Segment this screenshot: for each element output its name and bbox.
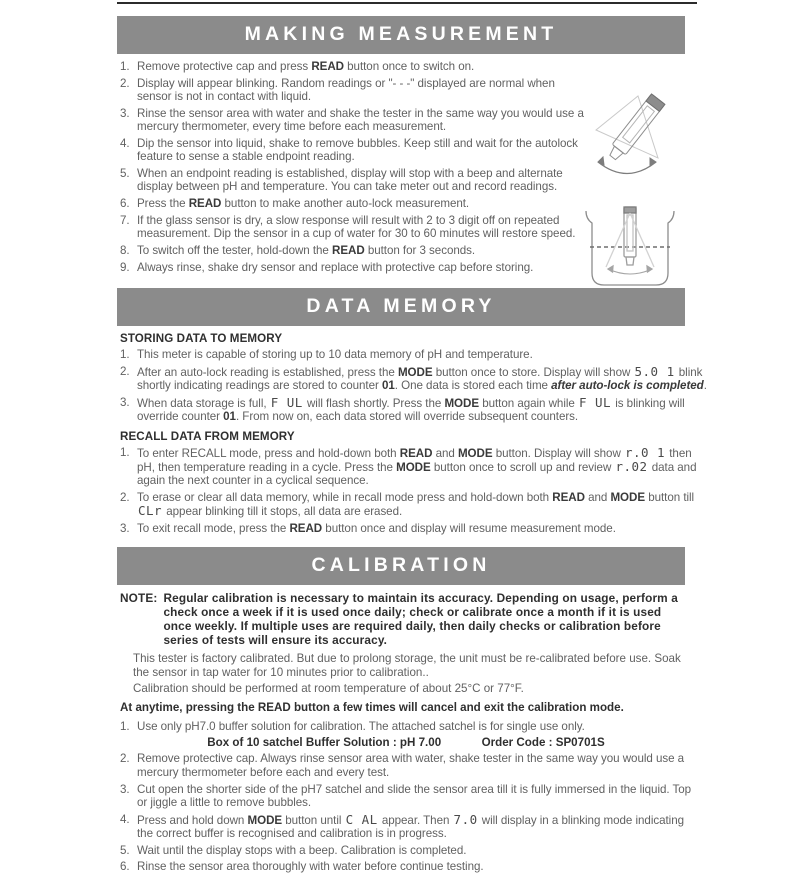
list-item — [120, 860, 692, 873]
list-item-text: When data storage is full, F UL will flash shortly. Press the MODE button again while F UL is blinking will override counter 01. From now on, each data stored will override subsequent counters. — [137, 395, 685, 424]
list-item-text: When an endpoint reading is established, display will stop with a beep and alternate display between pH and temperature. You can take meter out and record readings. — [137, 167, 563, 194]
note-text: Regular calibration is necessary to maintain its accuracy. Depending on usage, perform a check once a week if it is used once daily; check or calibrate once a month if it is used once weekly. If multiple uses are required daily, then daily checks or calibration before series of tests will ensure its accuracy. — [163, 591, 678, 647]
calibration-note — [120, 592, 692, 647]
section-header-calibration: CALIBRATION — [117, 547, 685, 585]
tester-in-beaker-illustration — [576, 205, 686, 293]
section-header-data-memory: DATA MEMORY — [117, 288, 685, 326]
list-item — [120, 365, 709, 393]
list-item-number: 2. — [120, 76, 130, 90]
list-item-text: Use only pH7.0 buffer solution for calibration. The attached satchel is for single use only. — [137, 719, 585, 733]
list-item-number: 5. — [120, 843, 130, 857]
list-item — [120, 491, 709, 519]
making-measurement-step-list — [120, 60, 590, 274]
list-item-number: 4. — [120, 136, 130, 150]
shaking-tester-illustration — [580, 90, 688, 195]
calibration-step-list-before-order — [120, 720, 692, 733]
list-item-text: Cut open the shorter side of the pH7 satchel and slide the sensor area till it is fully immersed in the liquid. Top or jiggle a little to remove bubbles. — [137, 782, 692, 809]
list-item-number: 3. — [120, 522, 130, 536]
list-item — [120, 844, 692, 857]
order-info-line — [120, 736, 692, 749]
subheading-storing-data-to-memory: STORING DATA TO MEMORY — [120, 332, 283, 346]
list-item — [120, 167, 590, 194]
list-item — [120, 60, 590, 73]
list-item-number: 7. — [120, 213, 130, 227]
list-item-number: 5. — [120, 167, 130, 181]
storing-data-step-list — [120, 348, 707, 424]
list-item-number: 2. — [120, 491, 130, 505]
list-item-text: Dip the sensor into liquid, shake to remove bubbles. Keep still and wait for the autolock feature to sense a stable endpoint reading. — [137, 136, 578, 164]
list-item-text: If the glass sensor is dry, a slow response will result with 2 to 3 digit off on repeated measurement. Dip the sensor in a cup of water for 30 to 60 minutes will restore speed. — [137, 213, 576, 241]
note-label: NOTE: — [120, 591, 158, 606]
list-item-text: This meter is capable of storing up to 10 data memory of pH and temperature. — [137, 348, 533, 362]
list-item — [120, 214, 590, 241]
buffer-solution-label: Box of 10 satchel Buffer Solution : pH 7.00 — [207, 736, 442, 750]
list-item-text: To enter RECALL mode, press and hold-down both READ and MODE button. Display will show r.0 1 then pH, then temperature reading in a cycle. Press the MODE button once to scroll up and review r.02 data and again the next counter in a cyclical sequence. — [137, 444, 697, 488]
list-item-number: 9. — [120, 260, 130, 274]
list-item-text: After an auto-lock reading is established, press the MODE button once to store. Display will show 5.0 1 blink shortly indicating readings are stored to counter 01. One data is stored each time after auto-lock is completed. — [137, 363, 707, 393]
list-item — [120, 197, 590, 210]
list-item-number: 6. — [120, 860, 130, 874]
order-code-label: Order Code : SP0701S — [481, 736, 605, 750]
list-item — [120, 813, 692, 841]
list-item — [120, 783, 692, 810]
list-item-number: 4. — [120, 812, 130, 826]
list-item-text: Press the READ button to make another auto-lock measurement. — [137, 197, 470, 211]
list-item-text: Press and hold down MODE button until C AL appear. Then 7.0 will display in a blinking mode indicating the correct buffer is recognised and calibration is in progress. — [137, 811, 684, 840]
list-item — [120, 348, 709, 361]
list-item — [120, 396, 709, 424]
list-item-number: 2. — [120, 752, 130, 766]
list-item-text: To exit recall mode, press the READ button once and display will resume measurement mode. — [137, 522, 616, 536]
list-item-text: To erase or clear all data memory, while in recall mode press and hold-down both READ and MODE button till CLr appear blinking till it stops, all data are erased. — [137, 491, 695, 519]
section-header-making-measurement: MAKING MEASUREMENT — [117, 16, 685, 54]
list-item-number: 3. — [120, 396, 130, 410]
list-item-text: Rinse the sensor area thoroughly with water before continue testing. — [137, 860, 484, 874]
list-item-number: 3. — [120, 106, 130, 120]
calibration-paragraph-1: This tester is factory calibrated. But due to prolong storage, the unit must be re-calibrated before use. Soak the sensor in tap water for 10 minutes prior to calibration.. — [133, 652, 681, 679]
recall-data-step-list — [120, 444, 697, 536]
list-item — [120, 244, 590, 257]
data-memory-body — [120, 332, 707, 536]
list-item-text: Remove protective cap. Always rinse sensor area with water, shake tester in the same way you would use a mercury thermometer before each and every test. — [137, 752, 685, 779]
calibration-bold-line: At anytime, pressing the READ button a few times will cancel and exit the calibration mode. — [120, 701, 624, 715]
list-item-number: 1. — [120, 60, 130, 73]
list-item — [120, 446, 709, 488]
list-item-text: Always rinse, shake dry sensor and replace with protective cap before storing. — [137, 260, 534, 274]
list-item — [120, 752, 692, 779]
calibration-step-list-after-order — [120, 752, 692, 873]
list-item-number: 6. — [120, 197, 130, 211]
list-item — [120, 77, 590, 104]
list-item-number: 1. — [120, 348, 130, 362]
list-item-number: 2. — [120, 364, 130, 378]
list-item-number: 3. — [120, 782, 130, 796]
list-item — [120, 137, 590, 164]
list-item — [120, 720, 692, 733]
list-item-number: 8. — [120, 244, 130, 258]
list-item — [120, 261, 590, 274]
list-item-text: Remove protective cap and press READ button once to switch on. — [137, 60, 475, 73]
list-item-number: 1. — [120, 445, 130, 459]
list-item — [120, 107, 590, 134]
list-item-text: Wait until the display stops with a beep. Calibration is completed. — [137, 843, 467, 857]
list-item-number: 1. — [120, 719, 130, 733]
list-item-text: Display will appear blinking. Random readings or "- - -" displayed are normal when sensor is not in contact with liquid. — [137, 76, 555, 104]
making-measurement-body — [120, 60, 692, 274]
calibration-paragraph-2: Calibration should be performed at room temperature of about 25°C or 77°F. — [133, 682, 524, 696]
subheading-recall-data-from-memory: RECALL DATA FROM MEMORY — [120, 429, 295, 443]
calibration-body — [120, 592, 692, 873]
list-item-text: To switch off the tester, hold-down the READ button for 3 seconds. — [137, 244, 476, 258]
list-item-text: Rinse the sensor area with water and shake the tester in the same way you would use a mercury thermometer, every time before each measurement. — [137, 106, 584, 134]
list-item — [120, 522, 709, 535]
